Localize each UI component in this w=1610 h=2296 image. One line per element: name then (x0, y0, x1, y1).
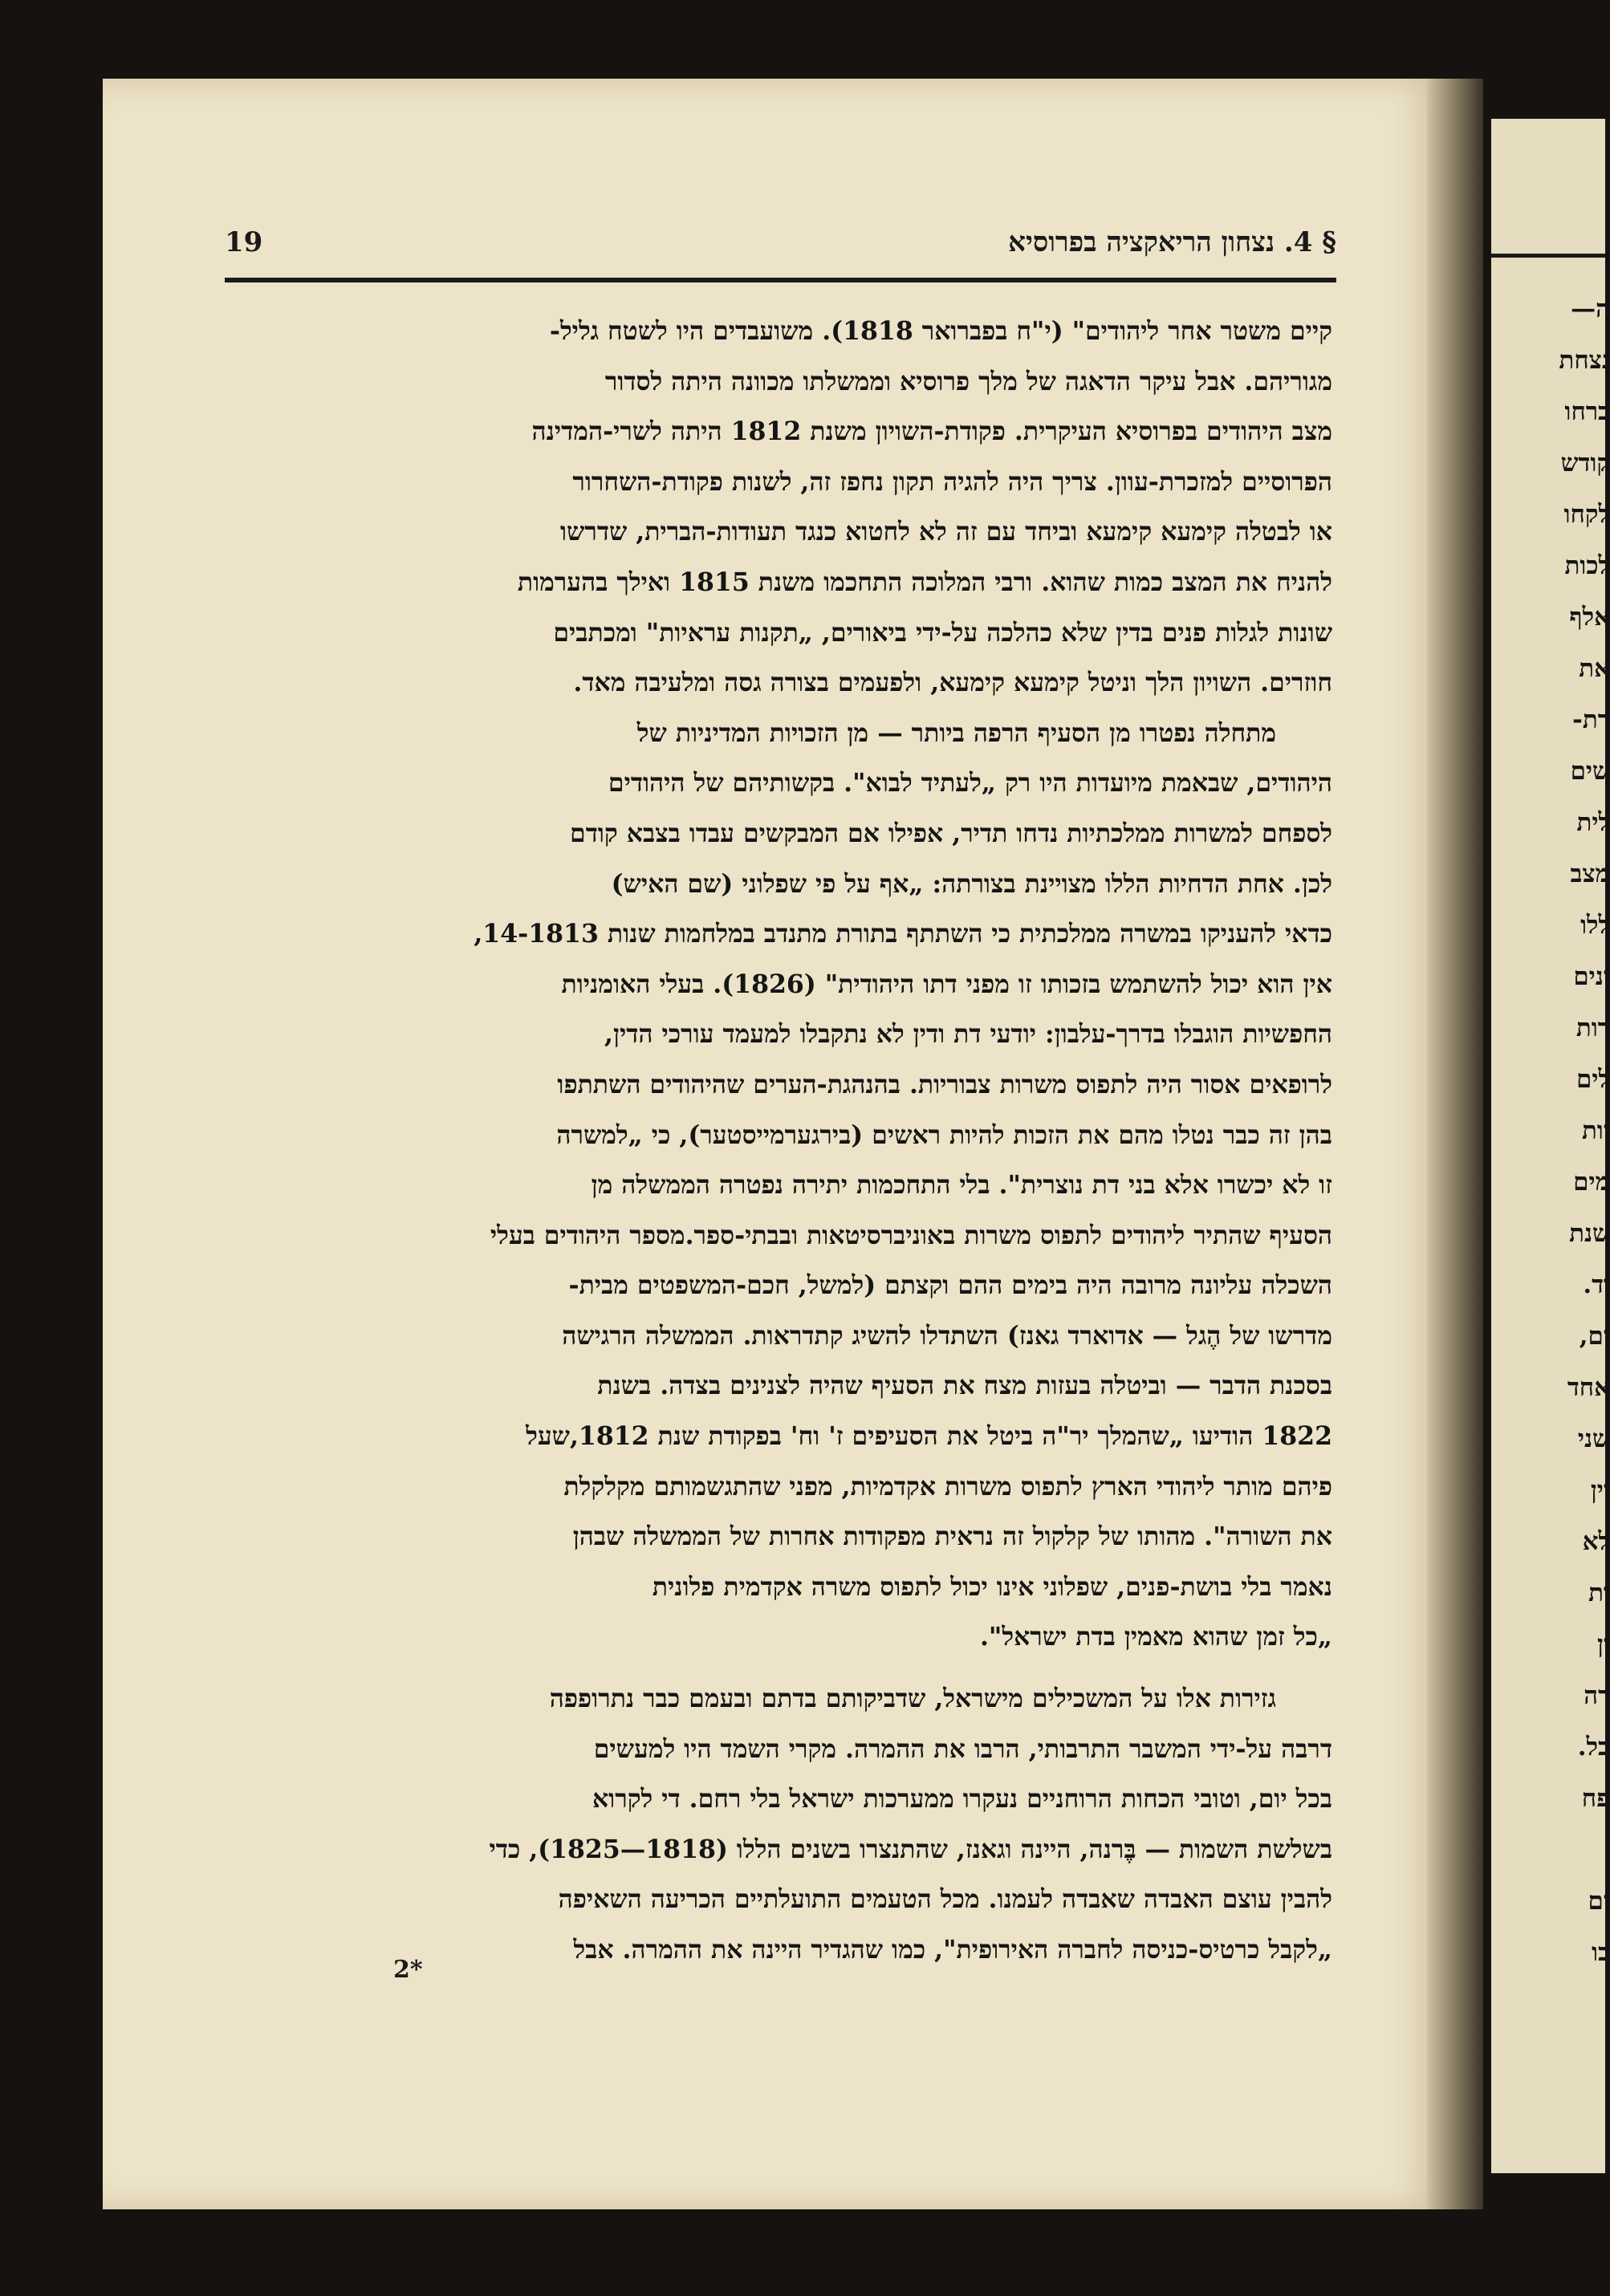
header-rule (225, 278, 1336, 282)
facing-line: אלף (1569, 603, 1610, 632)
text-line: „כל זמן שהוא מאמין בדת ישראל". (979, 1622, 1332, 1652)
facing-line: שני (1577, 1424, 1610, 1453)
facing-line: מים (1573, 1168, 1610, 1197)
paragraph (317, 307, 1332, 709)
text-line: להבין עוצם האבדה שאבדה לעמנו. מכל הטעמים התועלתיים הכריעה השאיפה (558, 1884, 1332, 1915)
text-line: פיהם מותר ליהודי הארץ לתפוס משרות אקדמיות, מפני שהתגשמותם מקלקלת (563, 1471, 1332, 1502)
facing-line: יין (1590, 1476, 1610, 1505)
running-head: § 4. נצחון הריאקציה בפרוסיא (1008, 226, 1336, 258)
text-line: מתחלה נפטרו מן הסעיף הרפה ביותר — מן הזכויות המדיניות של (636, 717, 1276, 748)
text-line: מגוריהם. אבל עיקר הדאגה של מלך פרוסיא וממשלתו מכוונה היתה לסדור (604, 366, 1332, 396)
text-line: לרופאים אסור היה לתפוס משרות צבוריות. בהנהגת-הערים שהיהודים השתתפו (557, 1069, 1332, 1099)
text-line: בסכנת הדבר — וביטלה בעזות מצח את הסעיף שהיה לצנינים בצדה. בשנת (597, 1371, 1332, 1401)
text-line: או לבטלה קימעא קימעא וביחד עם זה לא לחטוא כנגד תעודות-הברית, שדרשו (560, 517, 1332, 547)
facing-line: וד. (1583, 1270, 1610, 1299)
facing-line: פח (1581, 1784, 1610, 1813)
facing-line: קודש (1560, 449, 1610, 477)
text-line: אין הוא יכול להשתמש בזכותו זו מפני דתו היהודית" (1826). בעלי האומניות (561, 969, 1332, 999)
text-line: דרבה על-ידי המשבר התרבותי, הרבו את ההמרה. מקרי השמד היו למעשים (593, 1733, 1332, 1764)
paragraph (317, 709, 1332, 1663)
facing-line: ינים (1573, 962, 1610, 991)
text-line: היהודים, שבאמת מיועדות היו רק „לעתיד לבוא". בקשותיהם של היהודים (608, 768, 1332, 799)
body-text (317, 307, 1332, 1976)
facing-line: יות (1582, 1116, 1610, 1145)
text-line: השכלה עליונה מרובה היה בימים ההם וקצתם (למשל, חכם-המשפטים מבית- (568, 1270, 1332, 1301)
facing-line: לקחו (1563, 500, 1610, 529)
facing-line: לים (1576, 1065, 1610, 1094)
text-line: „לקבל כרטיס-כניסה לחברה האירופית", כמו שהגדיר היינה את ההמרה. אבל (573, 1935, 1332, 1965)
page-number: 19 (225, 226, 263, 258)
text-line: לספחם למשרות ממלכתיות נדחו תדיר, אפילו אם המבקשים עבדו בצבא קודם (570, 818, 1332, 848)
facing-line: ים (1588, 1887, 1610, 1916)
page-header (225, 218, 1336, 282)
text-line: גזירות אלו על המשכילים מישראל, שדביקותם בדתם ובעמם כבר נתרופפה (549, 1684, 1276, 1714)
text-line: הסעיף שהתיר ליהודים לתפוס משרות באוניברסיטאות ובבתי-ספר.מספר היהודים בעלי (490, 1220, 1332, 1250)
facing-line: מצב (1570, 859, 1610, 888)
facing-line: ה— (1571, 295, 1610, 323)
facing-line: אחד (1567, 1373, 1610, 1402)
text-line: נאמר בלי בושת-פנים, שפלוני אינו יכול לתפוס משרה אקדמית פלונית (652, 1571, 1332, 1602)
facing-line: נצחת (1559, 346, 1610, 375)
signature-mark: 2* (393, 1956, 423, 1984)
text-line: מדרשו של הֶגל — אדוארד גאנז) השתדלו להשיג קתדראות. הממשלה הרגישה (562, 1320, 1332, 1351)
facing-line: שים (1570, 757, 1610, 786)
facing-line: ים, (1579, 1322, 1610, 1351)
facing-line: רת- (1572, 705, 1610, 734)
facing-line: בל. (1577, 1733, 1610, 1762)
facing-page-text (1498, 283, 1610, 1978)
text-line: מצב היהודים בפרוסיא העיקרית. פקודת-השויון משנת 1812 היתה לשרי-המדינה (531, 417, 1332, 447)
facing-line: בו (1592, 1938, 1610, 1967)
paragraph (317, 1674, 1332, 1976)
facing-header-rule (1491, 254, 1605, 258)
facing-page-edge (1491, 119, 1610, 2173)
text-line: קיים משטר אחר ליהודים" (י"ח בפברואר 1818). משועבדים היו לשטח גליל- (549, 316, 1332, 346)
facing-line: ברחו (1564, 397, 1610, 426)
text-line: זו לא יכשרו אלא בני דת נוצרית". בלי התחכמות יתירה נפטרה הממשלה מן (591, 1170, 1332, 1201)
text-line: להניח את המצב כמות שהוא. ורבי המלוכה התחכמו משנת 1815 ואילך בהערמות (517, 567, 1332, 597)
facing-line (1498, 1824, 1610, 1875)
text-line: בהן זה כבר נטלו מהם את הזכות להיות ראשים (בירגערמייסטער), כי „למשרה (556, 1120, 1332, 1150)
text-line: חוזרים. השויון הלך וניטל קימעא קימעא, ולפעמים בצורה גסה ומלעיבה מאד. (573, 668, 1332, 698)
text-line: החפשיות הוגבלו בדרך-עלבון: יודעי דת ודין לא נתקבלו למעמד עורכי הדין, (604, 1019, 1332, 1050)
text-line: לכן. אחת הדחיות הללו מצויינת בצורתה: „אף על פי שפלוני (שם האיש) (611, 868, 1332, 899)
facing-line: ין (1596, 1630, 1610, 1659)
text-line: הפרוסיים למזכרת-עוון. צריך היה להגיה תקון נחפז זה, לשנות פקודת-השחרור (572, 466, 1332, 497)
facing-line: דה (1584, 1681, 1610, 1710)
facing-line: רות (1575, 1014, 1610, 1042)
facing-line: את (1579, 654, 1610, 683)
facing-line: לית (1576, 808, 1610, 837)
text-line: כדאי להעניקו במשרה ממלכתית כי השתתף בתורת מתנדב במלחמות שנות 14-1813, (474, 919, 1332, 949)
text-line: 1822 הודיעו „שהמלך יר"ה ביטל את הסעיפים ז' וח' בפקודת שנת 1812,שעל (526, 1421, 1332, 1452)
facing-line: לכות (1564, 551, 1610, 580)
facing-line: ללו (1580, 911, 1610, 940)
text-line: שונות לגלות פנים בדין שלא כהלכה על-ידי ביאורים, „תקנות עראיות" ומכתבים (553, 617, 1332, 648)
text-line: את השורה". מהותו של קלקול זה נראית מפקודות אחרות של הממשלה שבהן (572, 1522, 1332, 1552)
facing-line: לא (1582, 1527, 1610, 1556)
text-line: בשלשת השמות — בֶּרנה, היינה וגאנז, שהתנצרו בשנים הללו (1818—1825), כדי (489, 1834, 1332, 1864)
text-line: בכל יום, וטובי הכחות הרוחניים נעקרו ממערכות ישראל בלי רחם. די לקרוא (592, 1784, 1332, 1814)
facing-line: ות (1588, 1579, 1610, 1607)
facing-line: שנת (1569, 1219, 1610, 1248)
